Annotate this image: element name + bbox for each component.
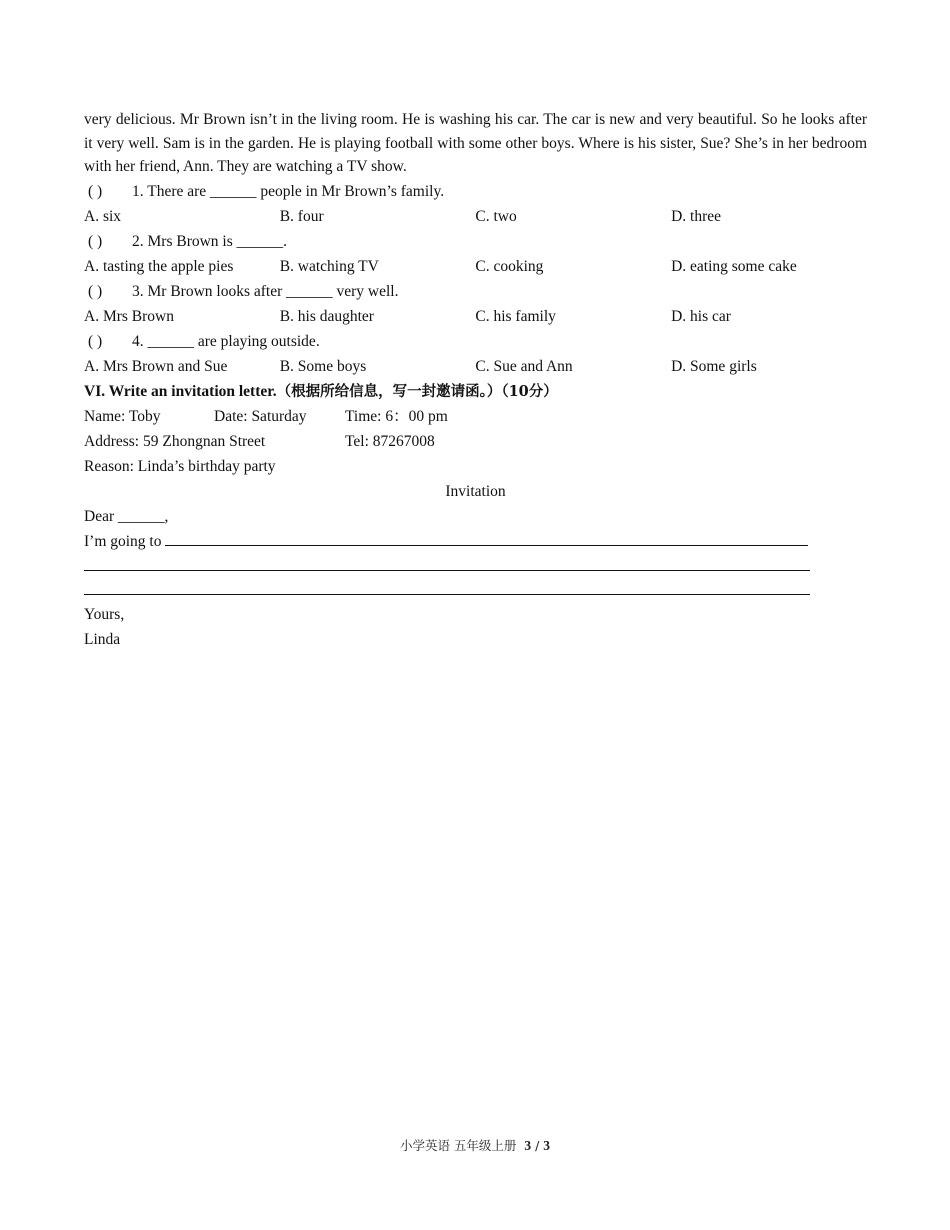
- letter-opening-text: I’m going to: [84, 532, 162, 550]
- info-name: Name: Toby: [84, 407, 161, 425]
- letter-signature-text: Linda: [84, 630, 121, 648]
- question-block-2: [84, 229, 867, 279]
- question-4: [84, 329, 867, 354]
- page-number: 3: [524, 1138, 532, 1153]
- info-reason-text: Reason: Linda’s birthday party: [84, 457, 276, 475]
- section-heading-cn: （根据所给信息，写一封邀请函。）（10分）: [276, 382, 558, 400]
- page-separator: /: [531, 1138, 544, 1153]
- question-3-options: [84, 304, 867, 329]
- info-address: Address: 59 Zhongnan Street: [84, 432, 266, 450]
- question-block-3: [84, 279, 867, 329]
- writing-line[interactable]: [165, 531, 808, 546]
- answer-bracket[interactable]: ( ): [88, 182, 103, 200]
- option-a: A. Mrs Brown and Sue: [84, 357, 228, 375]
- question-block-1: [84, 179, 867, 229]
- option-b: B. his daughter: [279, 307, 374, 325]
- letter-greeting-text: Dear ______,: [84, 507, 169, 525]
- page-footer: [0, 1136, 950, 1154]
- section-heading-en: VI. Write an invitation letter.: [84, 382, 277, 400]
- question-block-4: [84, 329, 867, 379]
- option-b: B. watching TV: [279, 257, 379, 275]
- writing-line[interactable]: [84, 554, 810, 571]
- page-total: 3: [543, 1138, 551, 1153]
- info-time: Time: 6：00 pm: [345, 407, 448, 425]
- option-d: D. three: [671, 207, 721, 225]
- question-1-options: [84, 204, 867, 229]
- letter-closing-text: Yours,: [84, 605, 125, 623]
- letter-signature: [84, 627, 867, 652]
- writing-line[interactable]: [84, 578, 810, 595]
- option-a: A. tasting the apple pies: [84, 257, 234, 275]
- letter-title: [84, 479, 867, 504]
- answer-bracket[interactable]: ( ): [88, 282, 103, 300]
- letter-closing: [84, 602, 867, 627]
- option-c: C. his family: [475, 307, 556, 325]
- option-a: A. six: [84, 207, 122, 225]
- info-row-2: [84, 429, 867, 454]
- letter-title-text: Invitation: [445, 482, 506, 500]
- question-3: [84, 279, 867, 304]
- option-d: D. Some girls: [671, 357, 757, 375]
- info-row-1: [84, 404, 867, 429]
- info-date: Date: Saturday: [214, 407, 307, 425]
- reading-passage: very delicious. Mr Brown isn’t in the living room. He is washing his car. The car is new and very beautiful. So he looks after it very well. Sam is in the garden. He is playing football with some other boys. Where is his sister, Sue? She’s in her bedroom with her friend, Ann. They are watching a TV show.: [84, 111, 867, 175]
- question-1: [84, 179, 867, 204]
- option-c: C. cooking: [475, 257, 544, 275]
- option-d: D. his car: [671, 307, 731, 325]
- question-text: 4. ______ are playing outside.: [132, 332, 320, 350]
- info-reason: [84, 454, 867, 479]
- section-heading: [84, 379, 867, 404]
- question-text: 1. There are ______ people in Mr Brown’s family.: [132, 182, 445, 200]
- option-b: B. Some boys: [279, 357, 367, 375]
- question-2-options: [84, 254, 867, 279]
- option-c: C. Sue and Ann: [475, 357, 573, 375]
- answer-bracket[interactable]: ( ): [88, 232, 103, 250]
- option-c: C. two: [475, 207, 517, 225]
- question-4-options: [84, 354, 867, 379]
- question-2: [84, 229, 867, 254]
- footer-text: 小学英语 五年级上册: [399, 1138, 517, 1153]
- answer-bracket[interactable]: ( ): [88, 332, 103, 350]
- letter-first-line[interactable]: [84, 529, 867, 554]
- letter-greeting[interactable]: [84, 504, 867, 529]
- option-d: D. eating some cake: [671, 257, 797, 275]
- worksheet-page: [84, 108, 867, 652]
- option-b: B. four: [279, 207, 324, 225]
- question-text: 3. Mr Brown looks after ______ very well.: [132, 282, 399, 300]
- option-a: A. Mrs Brown: [84, 307, 174, 325]
- info-tel: Tel: 87267008: [345, 432, 435, 450]
- question-text: 2. Mrs Brown is ______.: [132, 232, 288, 250]
